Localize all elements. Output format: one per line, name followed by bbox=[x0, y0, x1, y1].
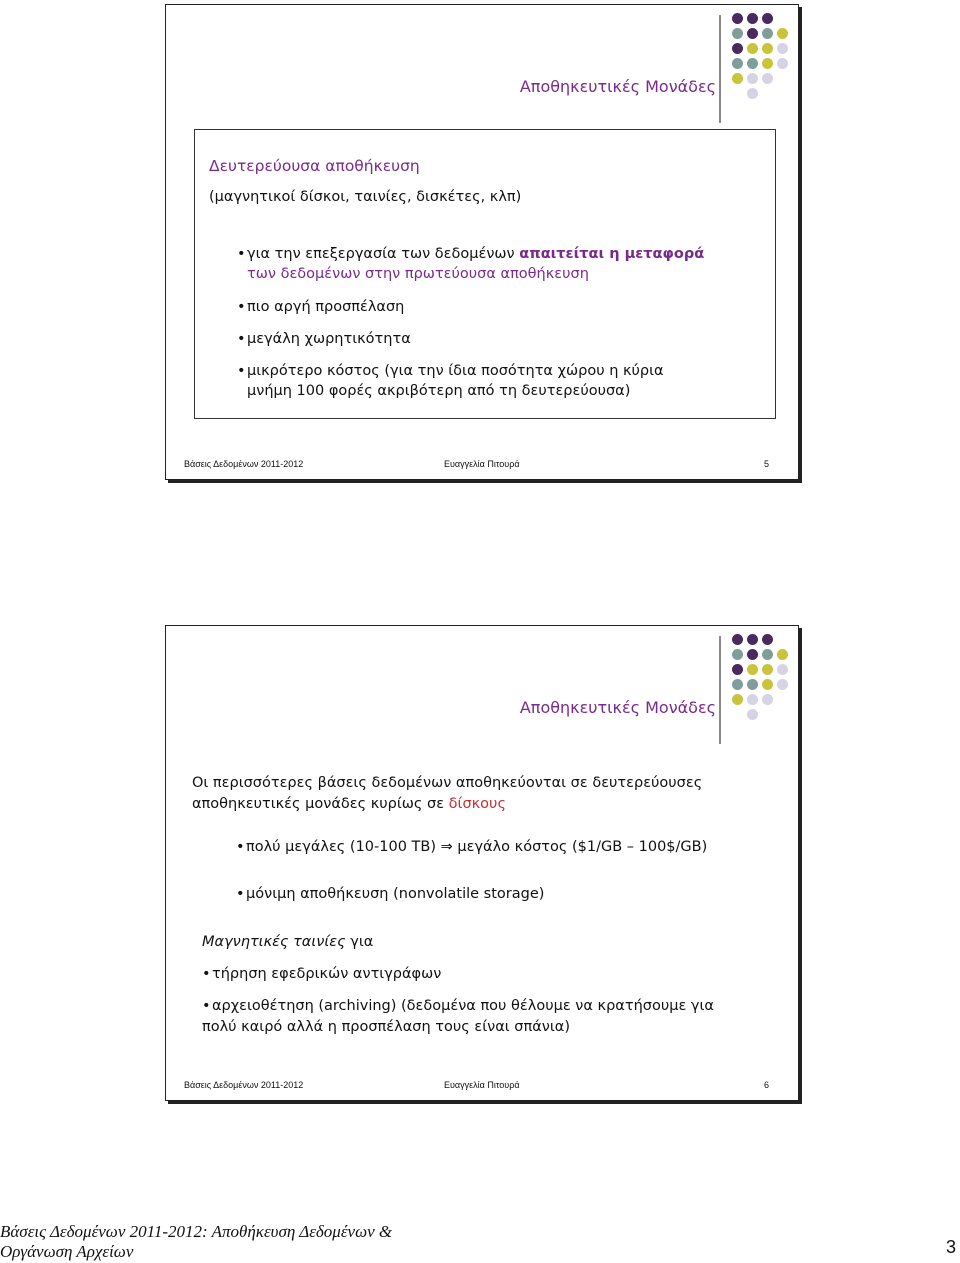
decor-dot bbox=[747, 634, 758, 645]
bullet-icon: • bbox=[202, 966, 211, 982]
bullet-icon: • bbox=[236, 839, 245, 855]
decor-dot bbox=[732, 664, 743, 675]
bullet-icon: • bbox=[237, 363, 246, 379]
intro-text-highlight: δίσκους bbox=[448, 796, 506, 812]
bullet-item bbox=[237, 297, 404, 317]
decor-dot bbox=[747, 73, 758, 84]
slide-5 bbox=[165, 4, 799, 480]
decor-dot bbox=[762, 679, 773, 690]
page-footer-line2: Οργάνωση Αρχείων bbox=[0, 1242, 134, 1261]
decor-dot-grid bbox=[732, 13, 796, 109]
decor-dot bbox=[747, 709, 758, 720]
bullet-text-continuation: μνήμη 100 φορές ακριβότερη από τη δευτερεύουσα) bbox=[247, 383, 631, 399]
bullet-text: μεγάλο κόστος ($1/GB – 100$/GB) bbox=[452, 839, 708, 855]
bullet-text-emphasis: απαιτείται η μεταφορά bbox=[519, 246, 705, 262]
decor-dot bbox=[747, 43, 758, 54]
footer-course: Βάσεις Δεδομένων 2011-2012 bbox=[184, 459, 304, 469]
slide-6 bbox=[165, 625, 799, 1101]
decor-dot bbox=[777, 28, 788, 39]
decor-dot bbox=[762, 58, 773, 69]
decor-dot bbox=[747, 58, 758, 69]
bullet-text: αρχειοθέτηση (archiving) (δεδομένα που θέλουμε να κρατήσουμε για bbox=[212, 998, 714, 1014]
decor-dot bbox=[732, 73, 743, 84]
footer-course: Βάσεις Δεδομένων 2011-2012 bbox=[184, 1080, 304, 1090]
decor-divider-line bbox=[719, 636, 721, 744]
decor-dot bbox=[762, 13, 773, 24]
decor-dot bbox=[762, 28, 773, 39]
decor-dot bbox=[747, 13, 758, 24]
bullet-text: για την επεξεργασία των δεδομένων bbox=[247, 246, 520, 262]
footer-slide-number: 6 bbox=[764, 1080, 770, 1090]
bullet-icon: • bbox=[236, 886, 245, 902]
bullet-item bbox=[236, 884, 544, 904]
decor-dot bbox=[777, 58, 788, 69]
bullet-icon: • bbox=[237, 246, 246, 262]
implies-arrow-icon: ⇒ bbox=[440, 839, 453, 855]
decor-dot bbox=[762, 664, 773, 675]
bullet-text: μεγάλη χωρητικότητα bbox=[247, 331, 411, 347]
section-heading: Δευτερεύουσα αποθήκευση bbox=[209, 157, 420, 175]
bullet-item bbox=[237, 361, 664, 381]
bullet-text: τήρηση εφεδρικών αντιγράφων bbox=[212, 966, 442, 982]
bullet-item bbox=[236, 837, 707, 857]
slide-title: Αποθηκευτικές Μονάδες bbox=[519, 77, 716, 96]
decor-dot bbox=[762, 73, 773, 84]
bullet-item bbox=[202, 964, 441, 984]
decor-dot bbox=[732, 634, 743, 645]
bullet-text: μόνιμη αποθήκευση (nonvolatile storage) bbox=[246, 886, 545, 902]
footer-author: Ευαγγελία Πιτουρά bbox=[444, 459, 520, 469]
bullet-item bbox=[237, 329, 411, 349]
decor-dot bbox=[747, 664, 758, 675]
bullet-text-continuation: πολύ καιρό αλλά η προσπέλαση τους είναι σπάνια) bbox=[202, 1019, 570, 1035]
decor-dot bbox=[732, 28, 743, 39]
decor-dot bbox=[747, 679, 758, 690]
decor-dot bbox=[732, 649, 743, 660]
bullet-icon: • bbox=[202, 998, 211, 1014]
content-box bbox=[194, 129, 776, 419]
intro-text bbox=[192, 794, 506, 814]
decor-dot bbox=[762, 634, 773, 645]
tapes-heading bbox=[202, 932, 373, 952]
decor-dot bbox=[762, 694, 773, 705]
decor-dot bbox=[747, 28, 758, 39]
bullet-item bbox=[237, 244, 704, 264]
tapes-heading-rest: για bbox=[345, 934, 374, 950]
decor-dot bbox=[732, 13, 743, 24]
decor-dot bbox=[777, 679, 788, 690]
decor-dot bbox=[747, 649, 758, 660]
tapes-heading-italic: Μαγνητικές ταινίες bbox=[202, 934, 346, 950]
slide-title: Αποθηκευτικές Μονάδες bbox=[519, 698, 716, 717]
bullet-text: μικρότερο κόστος (για την ίδια ποσότητα χώρου η κύρια bbox=[247, 363, 664, 379]
decor-divider-line bbox=[719, 15, 721, 123]
footer-author: Ευαγγελία Πιτουρά bbox=[444, 1080, 520, 1090]
decor-dot bbox=[777, 649, 788, 660]
decor-dot bbox=[732, 43, 743, 54]
page-number: 3 bbox=[945, 1237, 956, 1257]
decor-dot bbox=[762, 649, 773, 660]
intro-text: Οι περισσότερες βάσεις δεδομένων αποθηκεύονται σε δευτερεύουσες bbox=[192, 775, 703, 791]
decor-dot bbox=[747, 694, 758, 705]
bullet-icon: • bbox=[237, 299, 246, 315]
page-footer-line1: Βάσεις Δεδομένων 2011-2012: Αποθήκευση Δεδομένων & bbox=[0, 1222, 393, 1241]
decor-dot bbox=[777, 43, 788, 54]
bullet-icon: • bbox=[237, 331, 246, 347]
bullet-item bbox=[202, 996, 714, 1016]
decor-dot bbox=[777, 664, 788, 675]
decor-dot bbox=[762, 43, 773, 54]
footer-slide-number: 5 bbox=[764, 459, 770, 469]
decor-dot bbox=[732, 694, 743, 705]
intro-text-part: αποθηκευτικές μονάδες κυρίως σε bbox=[192, 796, 449, 812]
decor-dot-grid bbox=[732, 634, 796, 730]
section-subheading: (μαγνητικοί δίσκοι, ταινίες, δισκέτες, κλπ) bbox=[209, 189, 522, 205]
bullet-text: πιο αργή προσπέλαση bbox=[247, 299, 405, 315]
decor-dot bbox=[732, 58, 743, 69]
decor-dot bbox=[732, 679, 743, 690]
decor-dot bbox=[747, 88, 758, 99]
bullet-text: πολύ μεγάλες (10-100 TB) bbox=[246, 839, 441, 855]
bullet-text-continuation: των δεδομένων στην πρωτεύουσα αποθήκευση bbox=[247, 266, 589, 282]
